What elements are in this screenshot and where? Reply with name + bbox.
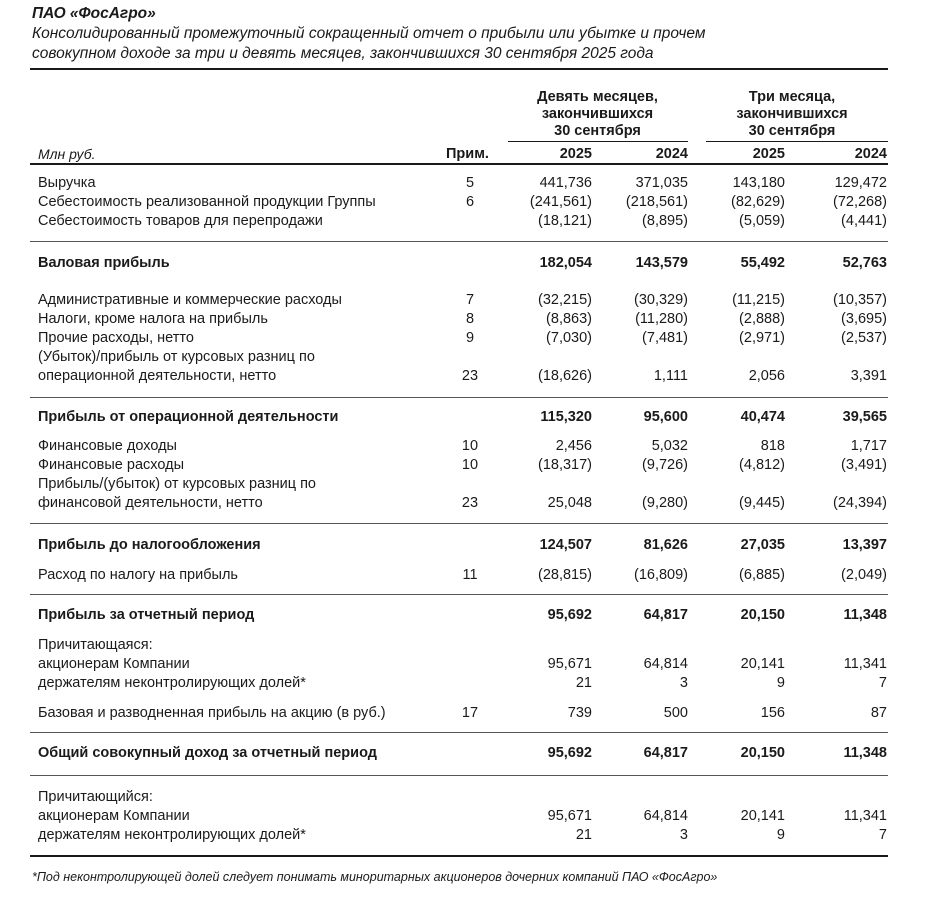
value-9m-2024: 64,814	[643, 808, 688, 824]
row-label: акционерам Компании	[38, 656, 190, 672]
value-3m-2024: 129,472	[834, 175, 887, 191]
table-row	[0, 494, 925, 513]
table-row-subtotal	[0, 606, 925, 625]
table-row	[0, 329, 925, 348]
value-3m-2024: (72,268)	[832, 194, 887, 210]
value-9m-2025: (18,121)	[537, 213, 592, 229]
row-note: 7	[465, 292, 475, 308]
row-label: Общий совокупный доход за отчетный период	[38, 745, 377, 761]
value-3m-2025: (9,445)	[739, 495, 785, 511]
row-note: 23	[461, 495, 479, 511]
row-label: операционной деятельности, нетто	[38, 368, 277, 384]
table-row	[0, 174, 925, 193]
three-months-group-underline	[706, 141, 888, 142]
value-3m-2024: 39,565	[842, 409, 887, 425]
value-3m-2025: (11,215)	[732, 292, 785, 308]
value-9m-2024: 3	[679, 827, 688, 843]
value-9m-2024: 5,032	[651, 438, 688, 454]
value-9m-2025: (241,561)	[529, 194, 592, 210]
table-row	[0, 475, 925, 494]
value-9m-2024: (218,561)	[625, 194, 688, 210]
value-3m-2024: 11,348	[843, 745, 887, 761]
value-3m-2025: 20,150	[740, 745, 785, 761]
nine-months-header-line3: 30 сентября	[554, 123, 641, 139]
table-row	[0, 704, 925, 723]
row-label: Налоги, кроме налога на прибыль	[38, 311, 268, 327]
table-row	[0, 636, 925, 655]
value-3m-2025: 55,492	[740, 255, 785, 271]
report-title-line1: Консолидированный промежуточный сокращенный отчет о прибыли или убытке и прочем	[32, 25, 706, 42]
value-3m-2024: (4,441)	[841, 213, 887, 229]
nine-months-header-line1: Девять месяцев,	[537, 89, 658, 105]
value-3m-2024: 11,348	[843, 607, 887, 623]
table-row	[0, 826, 925, 845]
section-divider	[30, 594, 888, 595]
value-3m-2024: (2,049)	[841, 567, 887, 583]
value-9m-2024: (11,280)	[635, 311, 688, 327]
value-3m-2025: (4,812)	[739, 457, 785, 473]
row-label: Финансовые доходы	[38, 438, 177, 454]
value-3m-2024: 11,341	[843, 808, 887, 824]
row-label: Выручка	[38, 175, 96, 191]
value-9m-2024: 64,817	[643, 607, 688, 623]
value-3m-2024: 11,341	[843, 656, 887, 672]
table-row	[0, 367, 925, 386]
value-9m-2025: 21	[575, 827, 592, 843]
table-row-subtotal	[0, 254, 925, 273]
value-9m-2024: 143,579	[635, 255, 688, 271]
table-row-subtotal	[0, 536, 925, 555]
value-9m-2024: 3	[679, 675, 688, 691]
value-3m-2024: 1,717	[850, 438, 887, 454]
value-9m-2024: 95,600	[643, 409, 688, 425]
row-note: 23	[461, 368, 479, 384]
value-9m-2025: (8,863)	[546, 311, 592, 327]
row-label: Прибыль за отчетный период	[38, 607, 255, 623]
table-row	[0, 291, 925, 310]
value-9m-2024: 64,817	[643, 745, 688, 761]
value-9m-2025: 115,320	[540, 409, 592, 425]
value-3m-2024: 13,397	[842, 537, 887, 553]
row-label: держателям неконтролирующих долей*	[38, 827, 306, 843]
table-row	[0, 807, 925, 826]
value-9m-2025: 25,048	[547, 495, 592, 511]
row-label: Финансовые расходы	[38, 457, 184, 473]
row-note: 9	[465, 330, 475, 346]
company-name: ПАО «ФосАгро»	[32, 5, 156, 22]
value-9m-2025: 21	[575, 675, 592, 691]
value-9m-2024: 64,814	[643, 656, 688, 672]
value-9m-2025: 2,456	[555, 438, 592, 454]
value-9m-2025: 739	[567, 705, 592, 721]
section-divider	[30, 523, 888, 524]
row-label: Базовая и разводненная прибыль на акцию (в руб.)	[38, 705, 386, 721]
value-3m-2025: 143,180	[732, 175, 785, 191]
section-divider	[30, 241, 888, 242]
value-9m-2025: 182,054	[539, 255, 592, 271]
value-9m-2024: 1,111	[653, 368, 688, 384]
value-9m-2025: 441,736	[539, 175, 592, 191]
nine-months-group-header	[520, 89, 675, 140]
three-months-header-line2: закончившихся	[736, 106, 848, 122]
value-3m-2025: 40,474	[740, 409, 785, 425]
row-label: Прибыль до налогообложения	[38, 537, 261, 553]
value-3m-2025: (2,971)	[739, 330, 785, 346]
value-9m-2024: 500	[663, 705, 688, 721]
value-9m-2025: 95,671	[547, 808, 592, 824]
value-3m-2024: 87	[870, 705, 887, 721]
row-label: Себестоимость товаров для перепродажи	[38, 213, 323, 229]
table-row	[0, 193, 925, 212]
row-label: Прибыль/(убыток) от курсовых разниц по	[38, 476, 316, 492]
row-label: акционерам Компании	[38, 808, 190, 824]
table-row	[0, 674, 925, 693]
value-9m-2025: (28,815)	[537, 567, 592, 583]
value-3m-2025: 20,150	[740, 607, 785, 623]
section-divider	[30, 397, 888, 398]
row-label: Административные и коммерческие расходы	[38, 292, 342, 308]
row-note: 11	[462, 567, 478, 583]
value-3m-2025: 156	[760, 705, 785, 721]
row-label: Причитающаяся:	[38, 637, 153, 653]
row-label: Прочие расходы, нетто	[38, 330, 194, 346]
value-3m-2025: (82,629)	[730, 194, 785, 210]
value-9m-2024: 371,035	[635, 175, 688, 191]
value-9m-2024: (8,895)	[642, 213, 688, 229]
value-9m-2024: (16,809)	[633, 567, 688, 583]
value-9m-2024: (7,481)	[642, 330, 688, 346]
year-header-9m-2024: 2024	[655, 146, 688, 162]
table-row-subtotal	[0, 408, 925, 427]
table-row	[0, 456, 925, 475]
row-label: Прибыль от операционной деятельности	[38, 409, 339, 425]
value-3m-2025: 9	[776, 827, 785, 843]
value-9m-2025: (18,626)	[537, 368, 592, 384]
report-title-line2: совокупном доходе за три и девять месяцев, закончившихся 30 сентября 2025 года	[32, 45, 654, 62]
table-row	[0, 655, 925, 674]
value-9m-2025: 95,692	[547, 607, 592, 623]
value-3m-2024: (3,491)	[841, 457, 887, 473]
table-row	[0, 348, 925, 367]
value-3m-2024: 52,763	[842, 255, 887, 271]
row-label: Причитающийся:	[38, 789, 153, 805]
value-3m-2025: (2,888)	[739, 311, 785, 327]
value-3m-2025: 20,141	[740, 808, 785, 824]
nine-months-header-line2: закончившихся	[541, 106, 654, 122]
table-row	[0, 437, 925, 456]
table-row	[0, 788, 925, 807]
value-9m-2024: (9,726)	[642, 457, 688, 473]
three-months-header-line3: 30 сентября	[748, 123, 836, 139]
value-3m-2025: (5,059)	[739, 213, 785, 229]
row-label: Валовая прибыль	[38, 255, 170, 271]
row-note: 10	[461, 438, 479, 454]
row-label: (Убыток)/прибыль от курсовых разниц по	[38, 349, 315, 365]
value-9m-2025: (32,215)	[537, 292, 592, 308]
value-3m-2024: (2,537)	[841, 330, 887, 346]
column-header-rule	[30, 163, 888, 165]
value-3m-2024: (10,357)	[832, 292, 887, 308]
value-3m-2025: (6,885)	[739, 567, 785, 583]
value-3m-2024: (24,394)	[832, 495, 887, 511]
nine-months-group-underline	[508, 141, 688, 142]
value-9m-2025: (7,030)	[546, 330, 592, 346]
value-9m-2025: 95,671	[547, 656, 592, 672]
table-bottom-rule	[30, 855, 888, 857]
row-note: 5	[465, 175, 475, 191]
row-note: 6	[465, 194, 475, 210]
value-9m-2024: (9,280)	[642, 495, 688, 511]
value-9m-2024: (30,329)	[633, 292, 688, 308]
value-3m-2024: (3,695)	[841, 311, 887, 327]
value-3m-2025: 2,056	[748, 368, 785, 384]
section-divider	[30, 775, 888, 776]
table-row	[0, 566, 925, 585]
header-rule	[30, 68, 888, 70]
unit-label: Млн руб.	[38, 146, 96, 162]
value-3m-2025: 9	[776, 675, 785, 691]
row-note: 10	[461, 457, 479, 473]
row-note: 8	[465, 311, 475, 327]
value-9m-2025: 95,692	[547, 745, 592, 761]
table-row	[0, 212, 925, 231]
value-9m-2025: (18,317)	[537, 457, 592, 473]
table-row	[0, 310, 925, 329]
footnote: *Под неконтролирующей долей следует понимать миноритарных акционеров дочерних компаний ПАО «ФосАгро»	[32, 870, 718, 884]
three-months-group-header	[712, 89, 872, 140]
row-label: Расход по налогу на прибыль	[38, 567, 238, 583]
row-label: финансовой деятельности, нетто	[38, 495, 263, 511]
section-divider	[30, 732, 888, 733]
value-3m-2025: 818	[760, 438, 785, 454]
table-row-subtotal	[0, 744, 925, 763]
row-label: держателям неконтролирующих долей*	[38, 675, 306, 691]
value-3m-2024: 7	[878, 675, 887, 691]
row-label: Себестоимость реализованной продукции Группы	[38, 194, 376, 210]
value-9m-2024: 81,626	[643, 537, 688, 553]
value-3m-2024: 3,391	[850, 368, 887, 384]
three-months-header-line1: Три месяца,	[748, 89, 836, 105]
value-3m-2025: 27,035	[740, 537, 785, 553]
year-header-3m-2024: 2024	[854, 146, 887, 162]
value-9m-2025: 124,507	[539, 537, 592, 553]
value-3m-2025: 20,141	[740, 656, 785, 672]
year-header-9m-2025: 2025	[559, 146, 592, 162]
note-column-header: Прим.	[446, 146, 489, 162]
value-3m-2024: 7	[878, 827, 887, 843]
row-note: 17	[461, 705, 479, 721]
year-header-3m-2025: 2025	[752, 146, 785, 162]
